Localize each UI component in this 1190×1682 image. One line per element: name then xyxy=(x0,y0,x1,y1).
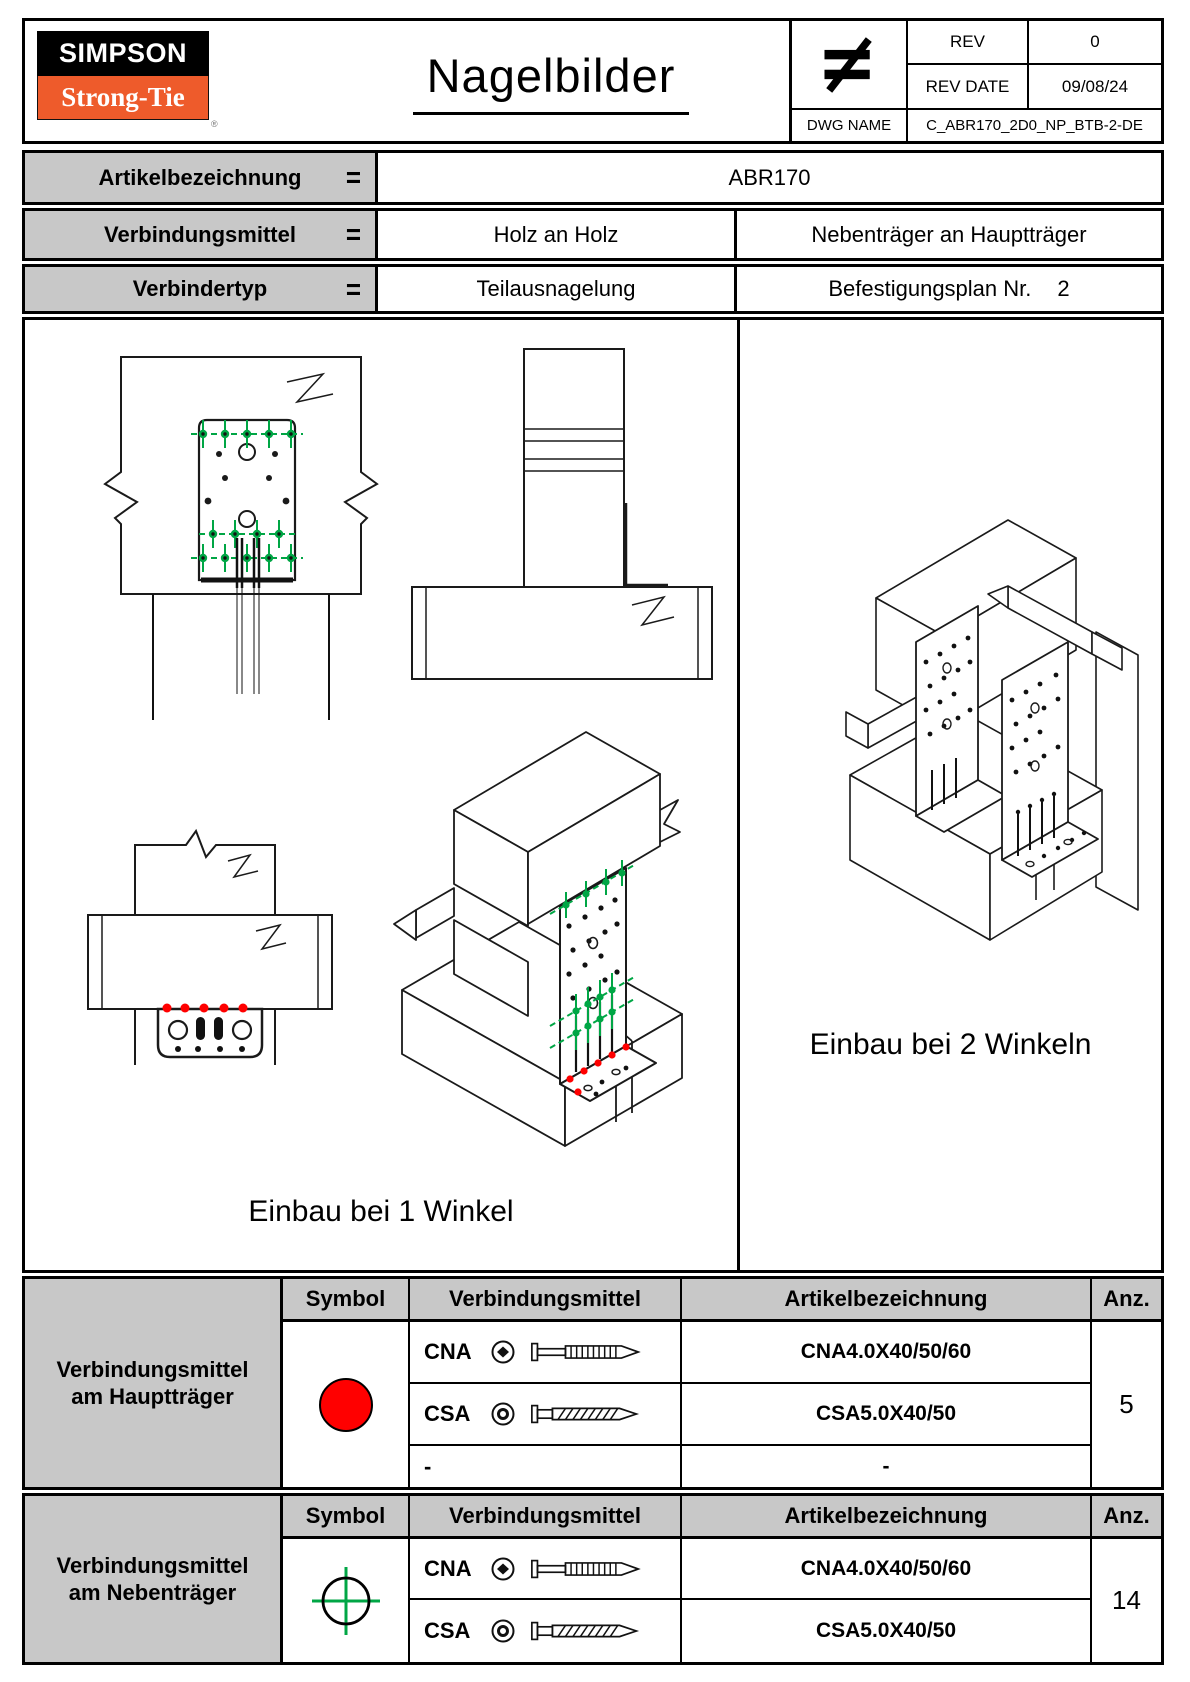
isometric-1-winkel-drawing xyxy=(364,698,736,1148)
table2-header-artikelbezeichnung: Artikelbezeichnung xyxy=(682,1496,1092,1539)
table2-qty-value: 14 xyxy=(1112,1585,1141,1615)
verbindungsmittel-value-right: Nebenträger an Hauptträger xyxy=(734,211,1161,258)
table2-header-symbol: Symbol xyxy=(283,1496,410,1539)
table2-row-cna-article: CNA4.0X40/50/60 xyxy=(682,1539,1092,1600)
brand-simpson-label: SIMPSON xyxy=(37,31,209,76)
equals-sign: = xyxy=(345,271,361,305)
table1-side-label-line2: am Hauptträger xyxy=(71,1384,234,1409)
dash-code: - xyxy=(424,1453,432,1479)
brand-strongtie-label: Strong-Tie xyxy=(37,76,209,120)
csa-screw-icon xyxy=(530,1619,642,1643)
table2-row-csa-connector xyxy=(410,1600,682,1662)
cna-ring-nail-icon xyxy=(530,1557,642,1581)
cna-head-icon xyxy=(490,1339,516,1365)
verbindungsmittel-value-left: Holz an Holz xyxy=(493,221,619,247)
dwg-name-label: DWG NAME xyxy=(792,110,908,141)
page-title: Nagelbilder xyxy=(413,48,690,115)
table1-qty-value: 5 xyxy=(1119,1389,1134,1419)
artikelbezeichnung-label: Artikelbezeichnung xyxy=(98,164,302,190)
befestigungsplan-number: 2 xyxy=(1057,276,1070,301)
green-crosshair-circle-icon xyxy=(308,1563,384,1639)
table2-row-csa-article: CSA5.0X40/50 xyxy=(682,1600,1092,1662)
cna-code: CNA xyxy=(424,1555,472,1581)
plan-view-drawing xyxy=(80,827,340,1067)
isometric-2-winkeln-drawing xyxy=(840,470,1140,970)
table2-symbol-cell xyxy=(283,1539,410,1662)
info-row-verbindertyp xyxy=(22,264,1164,314)
csa-head-icon xyxy=(490,1618,516,1644)
table1-row-csa-article: CSA5.0X40/50 xyxy=(682,1384,1092,1446)
table1-header-verbindungsmittel: Verbindungsmittel xyxy=(410,1279,682,1322)
verbindertyp-label: Verbindertyp xyxy=(132,276,268,301)
brand-logo xyxy=(25,21,313,141)
table1-row-cna-article: CNA4.0X40/50/60 xyxy=(682,1322,1092,1384)
fastener-table-haupttraeger xyxy=(22,1276,1164,1490)
projection-symbol-icon xyxy=(792,21,908,110)
table1-symbol-cell xyxy=(283,1322,410,1487)
panel-divider xyxy=(737,320,740,1270)
rev-date-label: REV DATE xyxy=(908,65,1029,110)
table2-header-anz: Anz. xyxy=(1092,1496,1161,1539)
table2-side-label-line2: am Nebenträger xyxy=(68,1580,237,1605)
verbindungsmittel-label: Verbindungsmittel xyxy=(104,221,296,247)
table2-header-verbindungsmittel: Verbindungsmittel xyxy=(410,1496,682,1539)
csa-code: CSA xyxy=(424,1401,471,1426)
registered-mark: ® xyxy=(211,119,218,129)
table1-header-anz: Anz. xyxy=(1092,1279,1161,1322)
fastener-table-nebentraeger xyxy=(22,1493,1164,1665)
caption-einbau-2-winkeln: Einbau bei 2 Winkeln xyxy=(809,1028,1092,1061)
front-view-drawing xyxy=(91,322,391,722)
equals-sign: = xyxy=(345,160,361,194)
drawing-panel xyxy=(22,317,1164,1273)
rev-date-value: 09/08/24 xyxy=(1029,65,1161,110)
equals-sign: = xyxy=(345,217,361,251)
csa-screw-icon xyxy=(530,1402,642,1426)
befestigungsplan-cell xyxy=(734,267,1161,311)
table1-row-cna-connector xyxy=(410,1322,682,1384)
table1-row-csa-connector xyxy=(410,1384,682,1446)
table1-header-artikelbezeichnung: Artikelbezeichnung xyxy=(682,1279,1092,1322)
info-row-artikelbezeichnung xyxy=(22,150,1164,205)
table1-side-label-line1: Verbindungsmittel xyxy=(56,1356,249,1382)
table1-header-symbol: Symbol xyxy=(283,1279,410,1322)
cna-ring-nail-icon xyxy=(530,1340,642,1364)
rev-label: REV xyxy=(908,21,1029,65)
csa-code: CSA xyxy=(424,1618,471,1643)
table2-row-cna-connector xyxy=(410,1539,682,1600)
side-view-drawing xyxy=(406,333,726,693)
table1-row-dash-connector xyxy=(410,1446,682,1487)
table1-row-dash-article: - xyxy=(682,1446,1092,1487)
revision-block xyxy=(789,21,1161,141)
verbindertyp-value-left: Teilausnagelung xyxy=(476,276,636,301)
caption-einbau-1-winkel: Einbau bei 1 Winkel xyxy=(248,1195,514,1228)
cna-head-icon xyxy=(490,1556,516,1582)
rev-value: 0 xyxy=(1029,21,1161,65)
befestigungsplan-label: Befestigungsplan Nr. xyxy=(828,276,1032,301)
red-filled-circle-icon xyxy=(319,1378,373,1432)
artikelbezeichnung-value: ABR170 xyxy=(728,164,811,190)
csa-head-icon xyxy=(490,1401,516,1427)
info-row-verbindungsmittel xyxy=(22,208,1164,261)
cna-code: CNA xyxy=(424,1339,472,1364)
table2-side-label-line1: Verbindungsmittel xyxy=(56,1552,249,1578)
dwg-name-value: C_ABR170_2D0_NP_BTB-2-DE xyxy=(926,117,1143,134)
title-block xyxy=(22,18,1164,144)
